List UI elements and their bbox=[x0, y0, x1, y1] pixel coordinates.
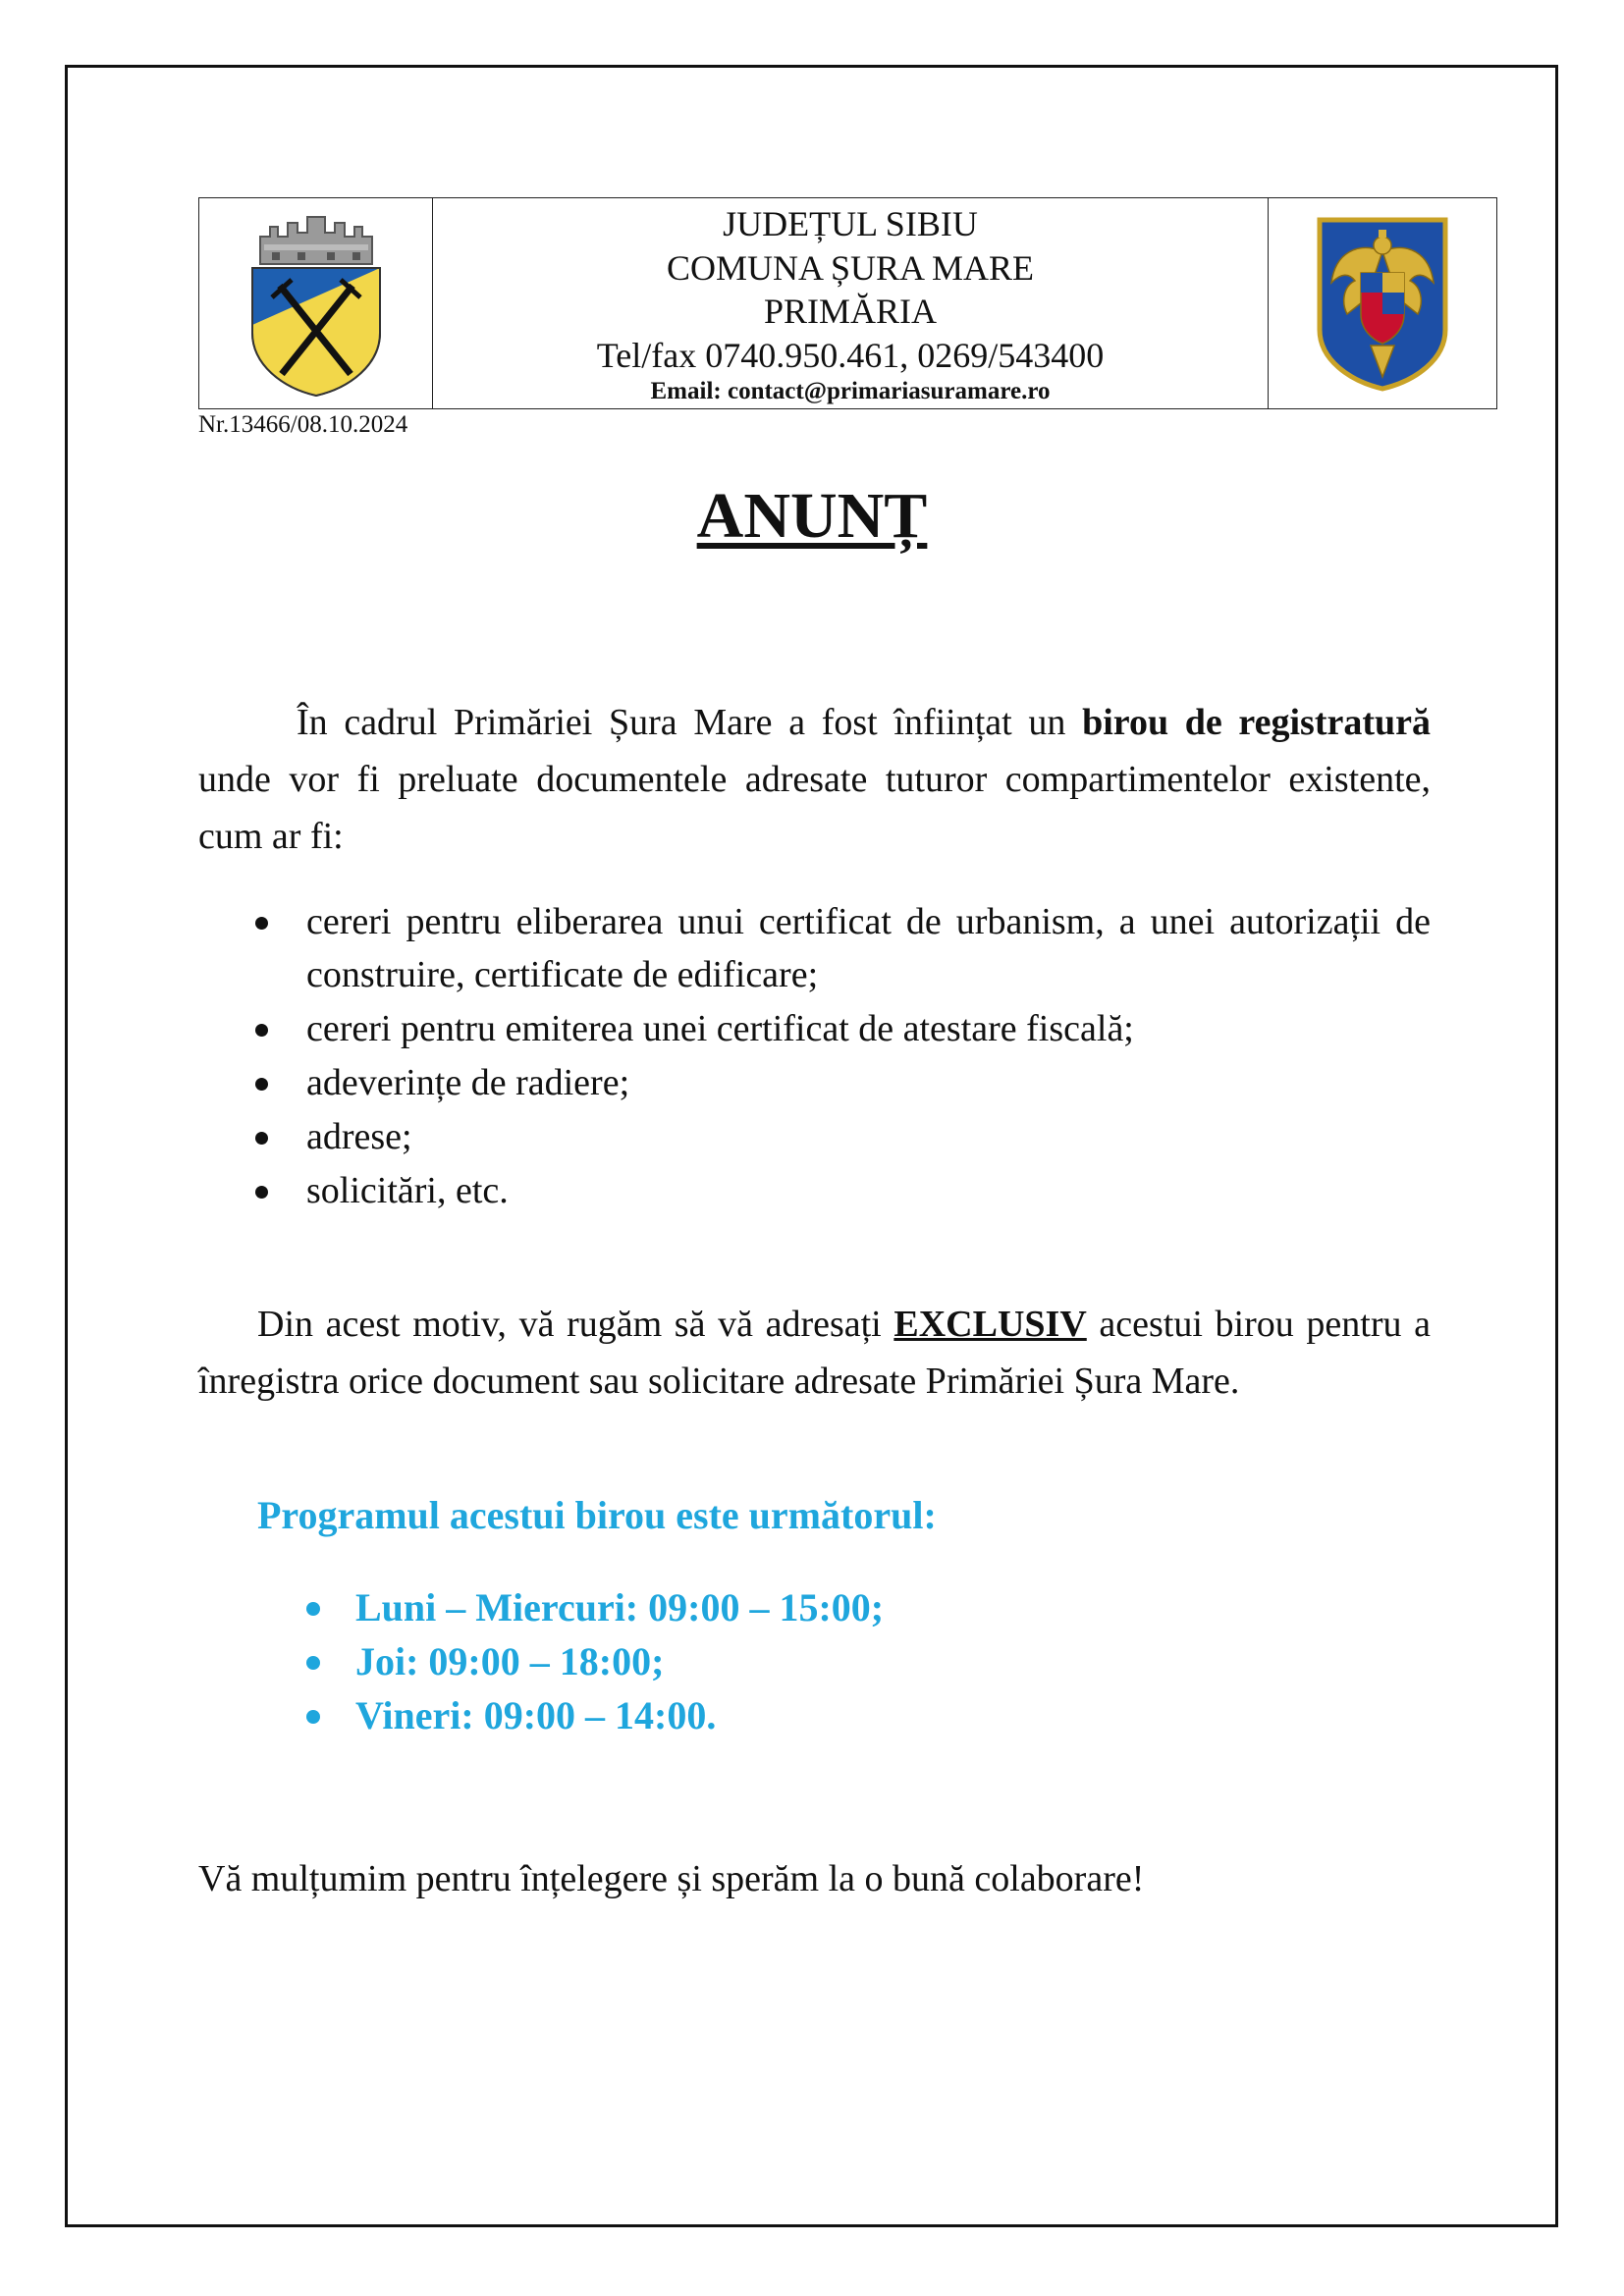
bullet-icon bbox=[255, 1024, 268, 1037]
bullet-icon bbox=[255, 1132, 268, 1145]
romania-coat-of-arms-icon bbox=[1314, 212, 1451, 395]
schedule-title: Programul acestui birou este următorul: bbox=[257, 1493, 937, 1537]
office-name: PRIMĂRIA bbox=[763, 292, 938, 331]
schedule-row: Luni – Miercuri: 09:00 – 15:00; bbox=[295, 1580, 1375, 1634]
bullet-icon bbox=[255, 1078, 268, 1091]
letterhead-right-cell bbox=[1269, 198, 1496, 408]
bullet-icon bbox=[255, 1186, 268, 1199]
commune-name: COMUNA ȘURA MARE bbox=[666, 247, 1035, 288]
document-types-list bbox=[198, 895, 1431, 1218]
email-line[interactable]: Email: contact@primariasuramare.ro bbox=[650, 378, 1051, 404]
letterhead-left-cell bbox=[199, 198, 433, 408]
list-item: solicitări, etc. bbox=[198, 1164, 1431, 1217]
sura-mare-coat-of-arms-icon bbox=[243, 207, 390, 400]
letterhead bbox=[198, 197, 1497, 409]
registration-number: Nr.13466/08.10.2024 bbox=[198, 411, 408, 438]
page-title: ANUNȚ bbox=[696, 480, 928, 552]
list-item: adrese; bbox=[198, 1110, 1431, 1163]
schedule-row: Joi: 09:00 – 18:00; bbox=[295, 1634, 1375, 1688]
list-item: adeverințe de radiere; bbox=[198, 1056, 1431, 1109]
exclusive-emphasis: EXCLUSIV bbox=[893, 1304, 1087, 1345]
bullet-icon bbox=[306, 1710, 320, 1724]
schedule-list bbox=[295, 1580, 1375, 1742]
list-item: cereri pentru emiterea unei certificat de atestare fiscală; bbox=[198, 1002, 1431, 1055]
registry-office-emphasis: birou de registratură bbox=[1082, 702, 1431, 743]
county-name: JUDEȚUL SIBIU bbox=[723, 204, 978, 243]
letterhead-text bbox=[433, 198, 1269, 408]
phone-line: Tel/fax 0740.950.461, 0269/543400 bbox=[596, 335, 1105, 375]
bullet-icon bbox=[306, 1602, 320, 1616]
intro-paragraph: În cadrul Primăriei Șura Mare a fost înființat un birou de registratură unde vor fi preluate documentele adresate tuturor compartimentelor existente, cum ar fi: bbox=[198, 702, 1431, 857]
bullet-icon bbox=[255, 917, 268, 930]
closing-line: Vă mulțumim pentru înțelegere și sperăm la o bună colaborare! bbox=[198, 1858, 1145, 1899]
notice-paragraph: Din acest motiv, vă rugăm să vă adresați EXCLUSIV acestui birou pentru a înregistra orice document sau solicitare adresate Primăriei Șura Mare. bbox=[198, 1304, 1431, 1402]
schedule-row: Vineri: 09:00 – 14:00. bbox=[295, 1688, 1375, 1742]
bullet-icon bbox=[306, 1656, 320, 1670]
list-item: cereri pentru eliberarea unui certificat de urbanism, a unei autorizații de construire, certificate de edificare; bbox=[198, 895, 1431, 1001]
